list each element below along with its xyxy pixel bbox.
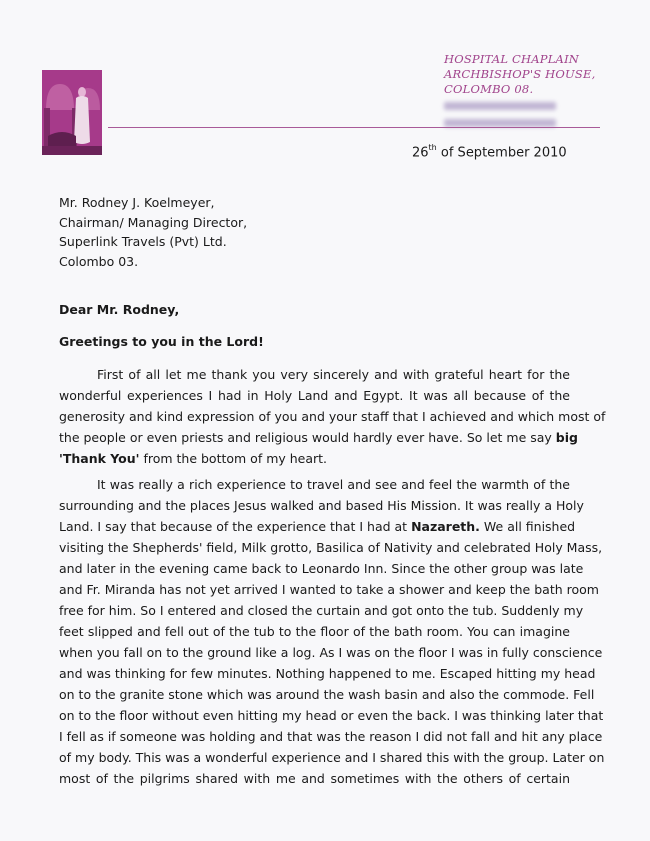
greeting: Greetings to you in the Lord! <box>59 334 264 349</box>
body-paragraph-2 <box>59 474 605 789</box>
letterhead-line-3: COLOMBO 08. <box>444 82 534 96</box>
text-line: generosity and kind expression of you and your staff that I achieved and which most of <box>59 409 606 424</box>
recipient-line: Mr. Rodney J. Koelmeyer, <box>59 195 215 210</box>
recipient-line: Chairman/ Managing Director, <box>59 214 248 230</box>
text-line: It was really a rich experience to travel and see and feel the warmth of the <box>97 477 570 492</box>
text-line: feet slipped and fell out of the tub to the floor of the bath room. You can imagine <box>59 624 570 639</box>
text-line: of my body. This was a wonderful experience and I shared this with the group. Later on <box>59 750 605 765</box>
text-line: free for him. So I entered and closed the curtain and got onto the tub. Suddenly my <box>59 603 584 618</box>
text-line: and was thinking for few minutes. Nothing happened to me. Escaped hitting my head <box>59 666 596 681</box>
salutation: Dear Mr. Rodney, <box>59 302 180 317</box>
date-suffix: th <box>428 143 437 152</box>
text-line: when you fall on to the ground like a log. As I was on the floor I was in fully conscience <box>59 645 603 660</box>
recipient-line: Colombo 03. <box>59 253 139 269</box>
text-line: and later in the evening came back to Leonardo Inn. Since the other group was late <box>59 561 584 576</box>
body-paragraph-1 <box>59 364 606 469</box>
text-line: I fell as if someone was holding and that was the reason I did not fall and hit any place <box>59 729 603 744</box>
redacted-phone-1 <box>444 97 634 114</box>
text-line: surrounding and the places Jesus walked and based His Mission. It was really a Holy <box>59 498 584 513</box>
letter-date <box>412 144 567 160</box>
date-rest: of September 2010 <box>436 145 567 161</box>
redacted-phone-2 <box>444 114 634 131</box>
chaplaincy-logo-image <box>42 70 102 155</box>
recipient-line: Superlink Travels (Pvt) Ltd. <box>59 234 227 249</box>
text-line: 'Thank You' from the bottom of my heart. <box>59 451 328 466</box>
text-line: on to the granite stone which was around the wash basin and also the commode. Fell <box>59 687 595 702</box>
letterhead-line-1: HOSPITAL CHAPLAIN <box>444 52 580 66</box>
text-line: and Fr. Miranda has not yet arrived I wanted to take a shower and keep the bath room <box>59 582 599 597</box>
date-day: 26 <box>412 145 429 161</box>
letterhead-address <box>444 52 634 131</box>
recipient-address <box>59 193 247 271</box>
text-line: First of all let me thank you very sincerely and with grateful heart for the <box>97 367 570 382</box>
text-line: on to the floor without even hitting my head or even the back. I was thinking later that <box>59 708 604 723</box>
text-line: the people or even priests and religious would hardly ever have. So let me say big <box>59 430 578 445</box>
text-line: visiting the Shepherds' field, Milk grotto, Basilica of Nativity and celebrated Holy Mass, <box>59 540 603 555</box>
letterhead-line-2: ARCHBISHOP'S HOUSE, <box>444 67 596 81</box>
text-line: Land. I say that because of the experience that I had at Nazareth. We all finished <box>59 519 576 534</box>
letterhead-divider <box>108 127 600 128</box>
text-line: most of the pilgrims shared with me and sometimes with the others of certain <box>59 771 570 786</box>
text-line: wonderful experiences I had in Holy Land and Egypt. It was all because of the <box>59 388 570 403</box>
